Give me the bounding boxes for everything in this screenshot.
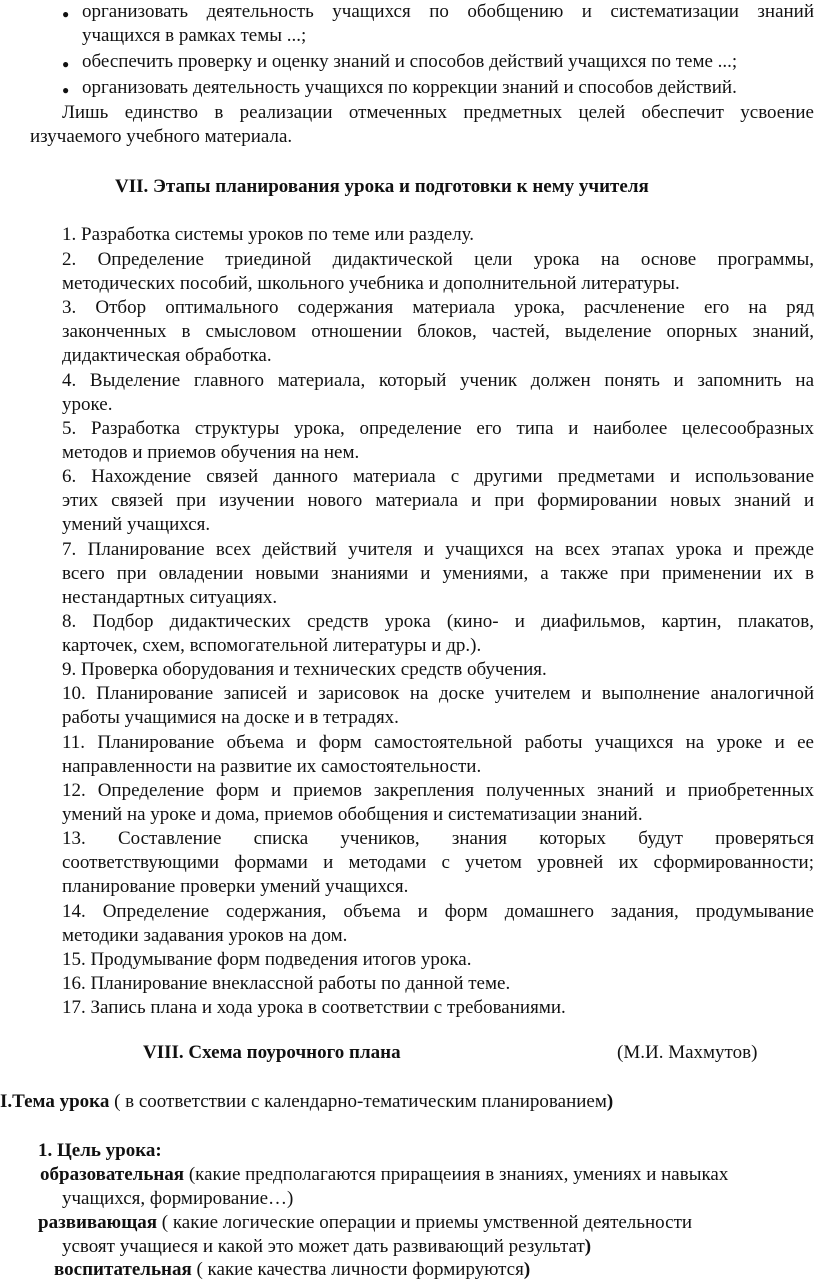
goal-developing-label: развивающая bbox=[38, 1212, 158, 1233]
goal-upbringing-label: воспитательная bbox=[54, 1259, 192, 1280]
step-8-line-1: 8. Подбор дидактических средств урока (кино- и диафильмов, картин, плакатов, bbox=[62, 611, 814, 632]
step-7-line-2: всего при овладении новыми знаниями и умениями, а также при применении их в bbox=[62, 563, 814, 584]
section-7-title bbox=[115, 175, 649, 199]
step-16: 16. Планирование внеклассной работы по данной теме. bbox=[62, 973, 511, 994]
step-7-line-1: 7. Планирование всех действий учителя и учащихся на всех этапах урока и прежде bbox=[62, 539, 814, 560]
step-11-line-1: 11. Планирование объема и форм самостоятельной работы учащихся на уроке и ее bbox=[62, 732, 814, 753]
lesson-goal-heading: 1. Цель урока: bbox=[38, 1140, 162, 1161]
bullet-item-1-line-2: учащихся в рамках темы ...; bbox=[82, 25, 307, 46]
lesson-topic-label: I.Тема урока bbox=[0, 1091, 110, 1112]
step-3-line-1: 3. Отбор оптимального содержания материала урока, расчленение его на ряд bbox=[62, 297, 814, 318]
step-8-line-2: карточек, схем, вспомогательной литературы и др.). bbox=[62, 635, 482, 656]
lesson-topic bbox=[0, 1090, 613, 1114]
goal-educational-label: образовательная bbox=[40, 1164, 185, 1185]
step-9: 9. Проверка оборудования и технических средств обучения. bbox=[62, 659, 547, 680]
step-10-line-2: работы учащимися на доске и в тетрадях. bbox=[62, 707, 399, 728]
goal-developing-text-2: усвоят учащиеся и какой это может дать развивающий результат bbox=[62, 1236, 585, 1257]
step-13-line-1: 13. Составление списка учеников, знания которых будут проверяться bbox=[62, 828, 814, 849]
conclusion-line-2: изучаемого учебного материала. bbox=[30, 126, 293, 147]
goal-upbringing-text: ( какие качества личности формируются bbox=[191, 1259, 524, 1280]
goal-developing-close: ) bbox=[584, 1236, 592, 1257]
step-13-line-3: планирование проверки умений учащихся. bbox=[62, 876, 409, 897]
step-17: 17. Запись плана и хода урока в соответствии с требованиями. bbox=[62, 997, 566, 1018]
goal-upbringing-line-1 bbox=[54, 1258, 530, 1282]
bullet-dot-icon: ● bbox=[62, 83, 70, 97]
bullet-item-3: организовать деятельность учащихся по коррекции знаний и способов действий. bbox=[82, 77, 737, 98]
step-6-line-2: этих связей при изучении нового материала и при формировании новых знаний и bbox=[62, 490, 814, 511]
section-7-title-text: VII. Этапы планирования урока и подготовки к нему учителя bbox=[115, 176, 649, 197]
step-1: 1. Разработка системы уроков по теме или разделу. bbox=[62, 224, 475, 245]
step-14-line-1: 14. Определение содержания, объема и форм домашнего задания, продумывание bbox=[62, 901, 814, 922]
step-14-line-2: методики задавания уроков на дом. bbox=[62, 925, 348, 946]
step-2-line-2: методических пособий, школьного учебника и дополнительной литературы. bbox=[62, 273, 680, 294]
bullet-dot-icon: ● bbox=[62, 57, 70, 71]
bullet-item-1-line-1: организовать деятельность учащихся по обобщению и систематизации знаний bbox=[82, 1, 814, 22]
goal-educational-line-1 bbox=[40, 1163, 728, 1187]
step-2-line-1: 2. Определение триединой дидактической цели урока на основе программы, bbox=[62, 249, 814, 270]
step-4-line-2: уроке. bbox=[62, 394, 113, 415]
lesson-topic-close: ) bbox=[606, 1091, 614, 1112]
conclusion-line-1: Лишь единство в реализации отмеченных предметных целей обеспечит усвоение bbox=[62, 102, 814, 123]
goal-developing-line-2 bbox=[62, 1235, 591, 1259]
goal-developing-line-1 bbox=[38, 1211, 692, 1235]
step-12-line-1: 12. Определение форм и приемов закрепления полученных знаний и приобретенных bbox=[62, 780, 814, 801]
step-13-line-2: соответствующими формами и методами с учетом уровней их сформированности; bbox=[62, 852, 814, 873]
step-7-line-3: нестандартных ситуациях. bbox=[62, 587, 278, 608]
goal-upbringing-close: ) bbox=[523, 1259, 531, 1280]
step-5-line-2: методов и приемов обучения на нем. bbox=[62, 442, 360, 463]
section-8-title: VIII. Схема поурочного плана bbox=[143, 1042, 401, 1063]
step-3-line-2: законченных в смысловом отношении блоков, частей, выделение опорных знаний, bbox=[62, 321, 814, 342]
step-3-line-3: дидактическая обработка. bbox=[62, 345, 272, 366]
goal-developing-text: ( какие логические операции и приемы умственной деятельности bbox=[157, 1212, 693, 1233]
step-11-line-2: направленности на развитие их самостоятельности. bbox=[62, 756, 482, 777]
bullet-item-2: обеспечить проверку и оценку знаний и способов действий учащихся по теме ...; bbox=[82, 51, 738, 72]
goal-educational-text: (какие предполагаются приращеиия в знаниях, умениях и навыках bbox=[184, 1164, 729, 1185]
bullet-dot-icon: ● bbox=[62, 7, 70, 21]
step-15: 15. Продумывание форм подведения итогов урока. bbox=[62, 949, 472, 970]
step-12-line-2: умений на уроке и дома, приемов обобщения и систематизации знаний. bbox=[62, 804, 643, 825]
step-6-line-1: 6. Нахождение связей данного материала с другими предметами и использование bbox=[62, 466, 814, 487]
step-6-line-3: умений учащихся. bbox=[62, 514, 211, 535]
lesson-topic-text: ( в соответствии с календарно-тематическим планированием bbox=[109, 1091, 607, 1112]
step-10-line-1: 10. Планирование записей и зарисовок на доске учителем и выполнение аналогичной bbox=[62, 683, 814, 704]
step-4-line-1: 4. Выделение главного материала, который ученик должен понять и запомнить на bbox=[62, 370, 814, 391]
step-5-line-1: 5. Разработка структуры урока, определение его типа и наиболее целесообразных bbox=[62, 418, 814, 439]
section-8-author: (М.И. Махмутов) bbox=[617, 1042, 758, 1063]
goal-educational-line-2: учащихся, формирование…) bbox=[62, 1188, 294, 1209]
